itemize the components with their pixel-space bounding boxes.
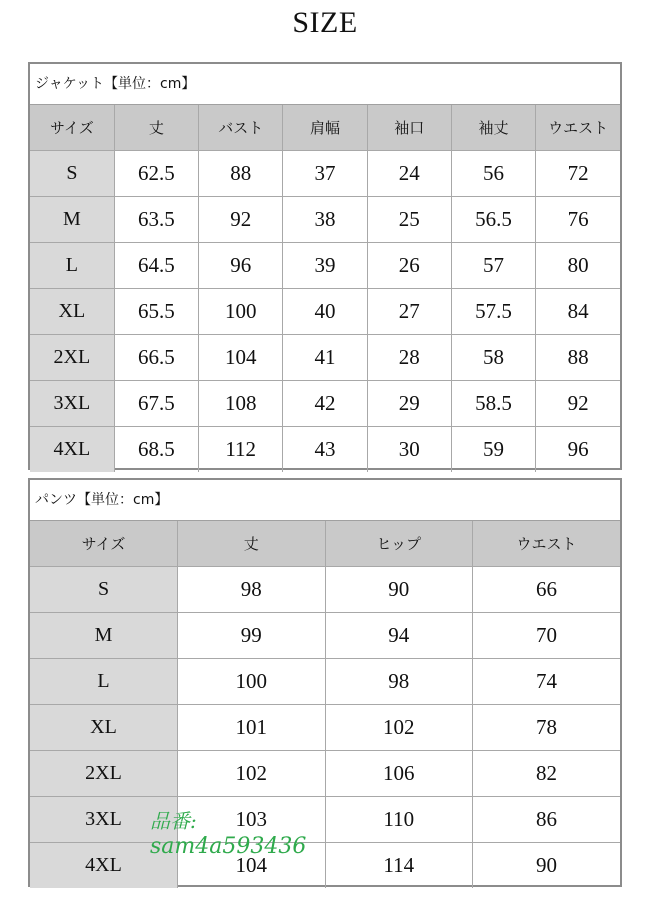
size-cell: 3XL <box>30 797 178 843</box>
value-cell: 86 <box>473 797 621 843</box>
table-row <box>30 843 620 889</box>
value-cell: 27 <box>367 289 451 335</box>
product-code-label: 品番: <box>150 809 197 833</box>
value-cell: 103 <box>178 797 326 843</box>
value-cell: 98 <box>178 567 326 613</box>
size-cell: L <box>30 659 178 705</box>
size-cell: XL <box>30 705 178 751</box>
value-cell: 110 <box>325 797 473 843</box>
header-cuff: 袖口 <box>367 105 451 151</box>
value-cell: 108 <box>199 381 283 427</box>
value-cell: 38 <box>283 197 367 243</box>
table-row <box>30 427 620 473</box>
value-cell: 106 <box>325 751 473 797</box>
value-cell: 66 <box>473 567 621 613</box>
value-cell: 90 <box>473 843 621 889</box>
value-cell: 58 <box>451 335 535 381</box>
value-cell: 43 <box>283 427 367 473</box>
value-cell: 100 <box>178 659 326 705</box>
value-cell: 92 <box>536 381 620 427</box>
value-cell: 24 <box>367 151 451 197</box>
value-cell: 67.5 <box>114 381 198 427</box>
size-cell: S <box>30 567 178 613</box>
table-row <box>30 289 620 335</box>
value-cell: 112 <box>199 427 283 473</box>
table-row <box>30 613 620 659</box>
value-cell: 41 <box>283 335 367 381</box>
value-cell: 62.5 <box>114 151 198 197</box>
value-cell: 84 <box>536 289 620 335</box>
size-cell: M <box>30 613 178 659</box>
value-cell: 80 <box>536 243 620 289</box>
value-cell: 68.5 <box>114 427 198 473</box>
table-row <box>30 659 620 705</box>
value-cell: 96 <box>536 427 620 473</box>
value-cell: 65.5 <box>114 289 198 335</box>
size-cell: 2XL <box>30 335 114 381</box>
value-cell: 39 <box>283 243 367 289</box>
value-cell: 58.5 <box>451 381 535 427</box>
value-cell: 102 <box>325 705 473 751</box>
product-code-value: sam4a593436 <box>150 834 307 859</box>
header-hip: ヒップ <box>325 521 473 567</box>
value-cell: 100 <box>199 289 283 335</box>
size-cell: L <box>30 243 114 289</box>
value-cell: 57 <box>451 243 535 289</box>
value-cell: 104 <box>178 843 326 889</box>
pants-caption: パンツ【単位：cm】 <box>30 480 620 521</box>
header-length: 丈 <box>178 521 326 567</box>
value-cell: 102 <box>178 751 326 797</box>
value-cell: 98 <box>325 659 473 705</box>
value-cell: 101 <box>178 705 326 751</box>
size-cell: XL <box>30 289 114 335</box>
table-row <box>30 381 620 427</box>
value-cell: 63.5 <box>114 197 198 243</box>
value-cell: 37 <box>283 151 367 197</box>
pants-table <box>30 521 620 888</box>
header-shoulder: 肩幅 <box>283 105 367 151</box>
value-cell: 94 <box>325 613 473 659</box>
header-size: サイズ <box>30 105 114 151</box>
table-row <box>30 751 620 797</box>
value-cell: 66.5 <box>114 335 198 381</box>
table-row <box>30 705 620 751</box>
jacket-caption: ジャケット【単位：cm】 <box>30 64 620 105</box>
value-cell: 82 <box>473 751 621 797</box>
value-cell: 76 <box>536 197 620 243</box>
table-row <box>30 197 620 243</box>
value-cell: 56.5 <box>451 197 535 243</box>
header-sleeve: 袖丈 <box>451 105 535 151</box>
size-cell: 3XL <box>30 381 114 427</box>
value-cell: 59 <box>451 427 535 473</box>
value-cell: 88 <box>536 335 620 381</box>
value-cell: 40 <box>283 289 367 335</box>
value-cell: 29 <box>367 381 451 427</box>
value-cell: 30 <box>367 427 451 473</box>
value-cell: 90 <box>325 567 473 613</box>
value-cell: 78 <box>473 705 621 751</box>
table-row <box>30 243 620 289</box>
size-cell: 4XL <box>30 427 114 473</box>
value-cell: 70 <box>473 613 621 659</box>
header-waist: ウエスト <box>473 521 621 567</box>
size-cell: 2XL <box>30 751 178 797</box>
value-cell: 64.5 <box>114 243 198 289</box>
jacket-table <box>30 105 620 472</box>
header-bust: バスト <box>199 105 283 151</box>
table-row <box>30 797 620 843</box>
jacket-header-row <box>30 105 620 151</box>
value-cell: 114 <box>325 843 473 889</box>
value-cell: 56 <box>451 151 535 197</box>
value-cell: 72 <box>536 151 620 197</box>
size-cell: 4XL <box>30 843 178 889</box>
pants-header-row <box>30 521 620 567</box>
value-cell: 92 <box>199 197 283 243</box>
pants-size-table <box>28 478 622 887</box>
header-size: サイズ <box>30 521 178 567</box>
table-row <box>30 335 620 381</box>
table-row <box>30 151 620 197</box>
value-cell: 57.5 <box>451 289 535 335</box>
value-cell: 26 <box>367 243 451 289</box>
header-length: 丈 <box>114 105 198 151</box>
value-cell: 88 <box>199 151 283 197</box>
jacket-size-table <box>28 62 622 470</box>
value-cell: 99 <box>178 613 326 659</box>
page-title: SIZE <box>292 6 358 39</box>
table-row <box>30 567 620 613</box>
value-cell: 74 <box>473 659 621 705</box>
value-cell: 42 <box>283 381 367 427</box>
header-waist: ウエスト <box>536 105 620 151</box>
value-cell: 25 <box>367 197 451 243</box>
value-cell: 28 <box>367 335 451 381</box>
value-cell: 96 <box>199 243 283 289</box>
size-cell: M <box>30 197 114 243</box>
size-cell: S <box>30 151 114 197</box>
value-cell: 104 <box>199 335 283 381</box>
